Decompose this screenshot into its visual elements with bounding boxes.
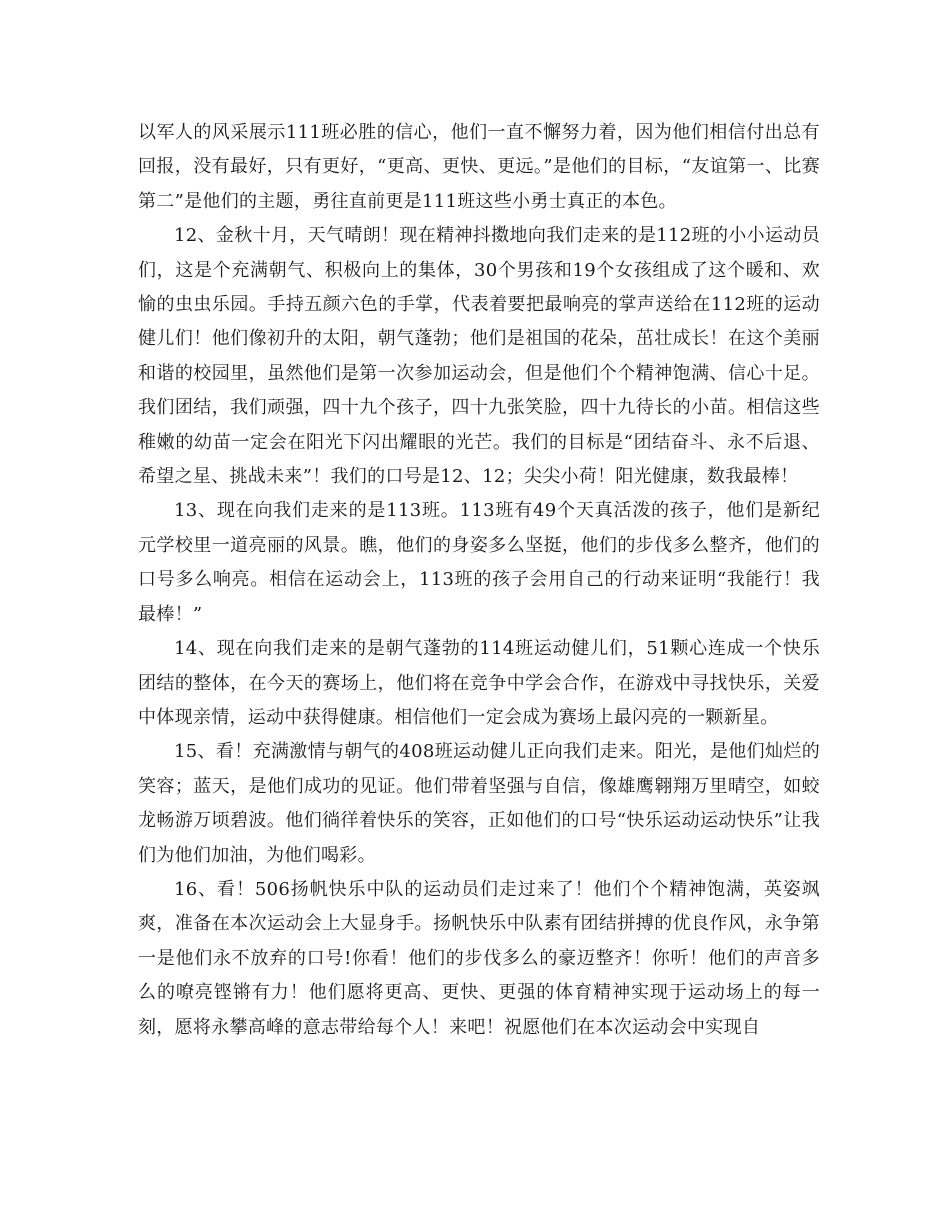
paragraph-15-class-408: 15、看！充满激情与朝气的408班运动健儿正向我们走来。阳光，是他们灿烂的笑容；蓝天，是他们成功的见证。他们带着坚强与自信，像雄鹰翱翔万里晴空，如蛟龙畅游万顷碧波。他们徜徉着快乐的笑容，正如他们的口号“快乐运动运动快乐”让我们为他们加油，为他们喝彩。 bbox=[138, 741, 820, 866]
paragraph-16-class-506: 16、看！506扬帆快乐中队的运动员们走过来了！他们个个精神饱满，英姿飒爽，准备在本次运动会上大显身手。扬帆快乐中队素有团结拼搏的优良作风，永争第一是他们永不放弃的口号!你看！他们的步伐多么的豪迈整齐！你听！他们的声音多么的嘹亮铿锵有力！他们愿将更高、更快、更强的体育精神实现于运动场上的每一刻，愿将永攀高峰的意志带给每个人！来吧！祝愿他们在本次运动会中实现自 bbox=[138, 878, 820, 1038]
paragraph-12-class-112: 12、金秋十月，天气晴朗！现在精神抖擞地向我们走来的是112班的小小运动员们，这是个充满朝气、积极向上的集体，30个男孩和19个女孩组成了这个暖和、欢愉的虫虫乐园。手持五颜六色的手掌，代表着要把最响亮的掌声送给在112班的运动健儿们！他们像初升的太阳，朝气蓬勃；他们是祖国的花朵，茁壮成长！在这个美丽和谐的校园里，虽然他们是第一次参加运动会，但是他们个个精神饱满、信心十足。我们团结，我们顽强，四十九个孩子，四十九张笑脸，四十九待长的小苗。相信这些稚嫩的幼苗一定会在阳光下闪出耀眼的光芒。我们的目标是“团结奋斗、永不后退、希望之星、挑战未来”！我们的口号是12、12；尖尖小荷！阳光健康，数我最棒！ bbox=[138, 225, 820, 488]
paragraph-14-class-114: 14、现在向我们走来的是朝气蓬勃的114班运动健儿们，51颗心连成一个快乐团结的整体，在今天的赛场上，他们将在竞争中学会合作，在游戏中寻找快乐，关爱中体现亲情，运动中获得健康。相信他们一定会成为赛场上最闪亮的一颗新星。 bbox=[138, 638, 820, 728]
document-body bbox=[138, 116, 820, 1045]
paragraph-13-class-113: 13、现在向我们走来的是113班。113班有49个天真活泼的孩子，他们是新纪元学校里一道亮丽的风景。瞧，他们的身姿多么坚挺，他们的步伐多么整齐，他们的口号多么响亮。相信在运动会上，113班的孩子会用自己的行动来证明“我能行！我最棒！” bbox=[138, 500, 820, 625]
paragraph-111-continued: 以军人的风采展示111班必胜的信心，他们一直不懈努力着，因为他们相信付出总有回报，没有最好，只有更好，“更高、更快、更远。”是他们的目标，“友谊第一、比赛第二”是他们的主题，勇往直前更是111班这些小勇士真正的本色。 bbox=[138, 122, 820, 212]
